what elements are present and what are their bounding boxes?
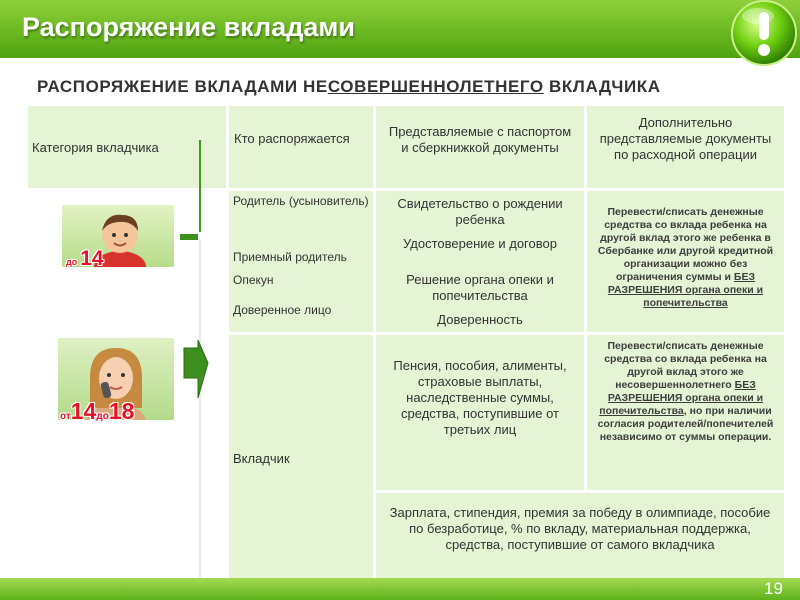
header-who: Кто распоряжается: [234, 131, 350, 146]
doc-power-of-attorney: Доверенность: [437, 312, 523, 327]
additional-text-group1: Перевести/списать денежные средства со вклада ребенка на другой вклад этого же ребенка в Сбербанке или другой кредитной организации можно без ограничения суммы и БЕЗ РАЗРЕШЕНИЯ органа опеки и попечительства: [597, 206, 774, 309]
header-additional: Дополнительно представляемые документы по расходной операции: [599, 115, 772, 162]
who-trustee: Доверенное лицо: [233, 303, 332, 317]
age-label-under-14: до 14: [66, 247, 104, 270]
dash-marker-icon: [180, 234, 198, 240]
who-depositor: Вкладчик: [233, 451, 290, 466]
doc-id-and-contract: Удостоверение и договор: [403, 236, 557, 251]
header-category: Категория вкладчика: [32, 140, 159, 155]
who-guardian: Опекун: [233, 273, 274, 287]
header-documents: Представляемые с паспортом и сберкнижкой документы: [388, 124, 572, 155]
doc-birth-certificate: Свидетельство о рождении ребенка: [397, 196, 563, 227]
section-subtitle: РАСПОРЯЖЕНИЕ ВКЛАДАМИ НЕСОВЕРШЕННОЛЕТНЕГО ВКЛАДЧИКА: [37, 77, 661, 96]
bottom-stripe: [0, 578, 800, 600]
who-parent: Родитель (усыновитель): [233, 194, 369, 208]
page-number: 19: [764, 579, 783, 598]
who-foster: Приемный родитель: [233, 250, 347, 264]
doc-guardianship-decision: Решение органа опеки и попечительства: [406, 272, 554, 303]
arrow-right-icon: [184, 340, 208, 398]
own-funds-text: Зарплата, стипендия, премия за победу в олимпиаде, пособие по безработице, % по вкладу, материальная поддержка, средства, поступившие от самого вкладчика: [389, 505, 771, 552]
doc-income-sources: Пенсия, пособия, алименты, страховые выплаты, наследственные суммы, средства, поступившие от третьих лиц: [393, 358, 567, 437]
page-title: Распоряжение вкладами: [22, 12, 355, 42]
age-label-14-to-18: от14до18: [60, 398, 135, 424]
additional-text-group2: Перевести/списать денежные средства со вклада ребенка на другой вклад этого же несовершеннолетнего БЕЗ РАЗРЕШЕНИЯ органа опеки и попечительства, но при наличии согласия родителей/попечителей независимо от суммы операции.: [597, 340, 774, 443]
